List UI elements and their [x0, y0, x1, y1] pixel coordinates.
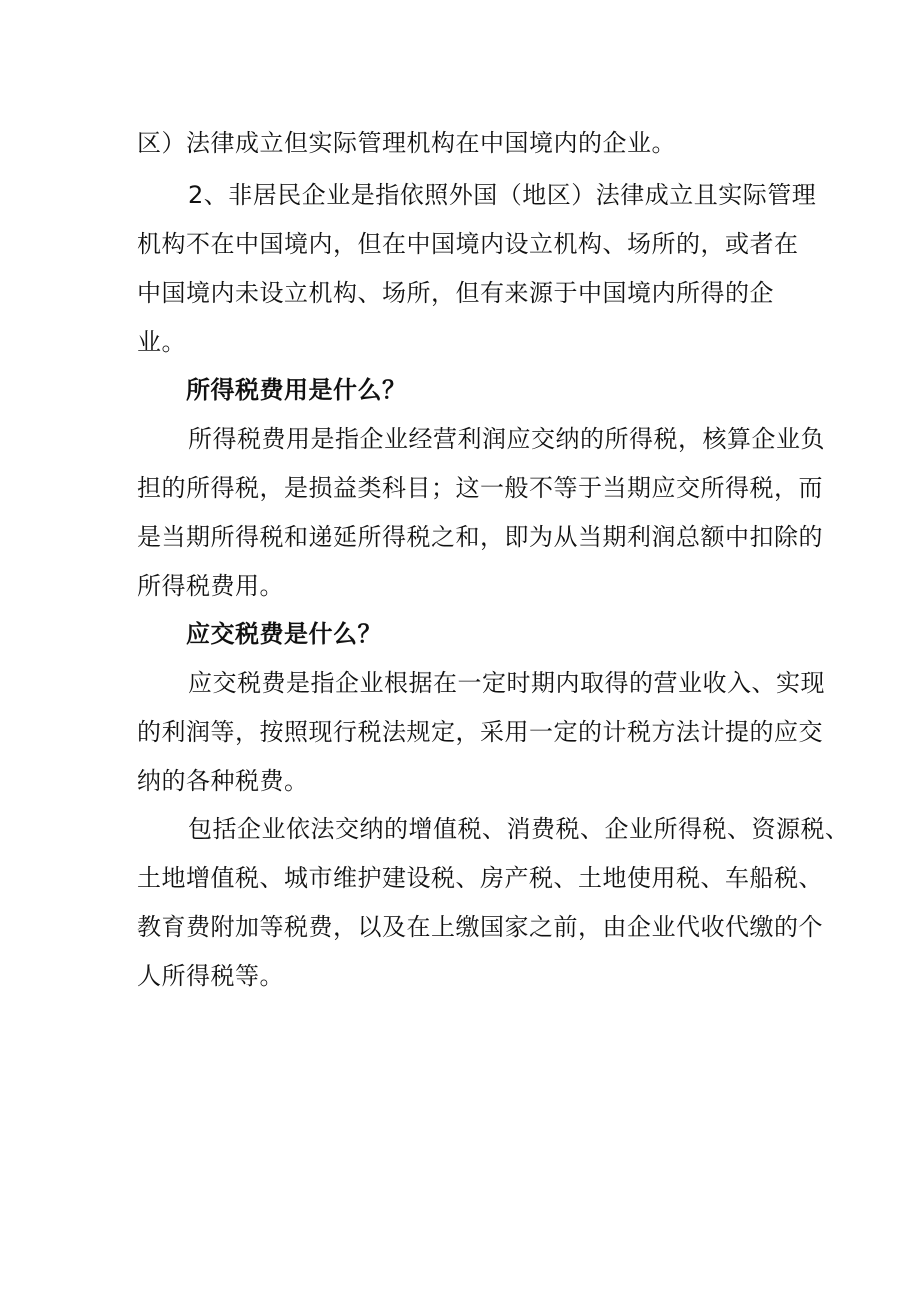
- text-line: 包括企业依法交纳的增值税、消费税、企业所得税、资源税、: [188, 815, 850, 843]
- section-heading: 所得税费用是什么？: [186, 376, 407, 404]
- text-line: 土地增值税、城市维护建设税、房产税、土地使用税、车船税、: [137, 864, 823, 892]
- text-line: 的利润等，按照现行税法规定，采用一定的计税方法计提的应交: [137, 718, 823, 746]
- text-line: 区）法律成立但实际管理机构在中国境内的企业。: [137, 129, 676, 157]
- text-line: 业。: [137, 328, 186, 356]
- text-line: 机构不在中国境内，但在中国境内设立机构、场所的，或者在: [137, 230, 799, 258]
- text-line: 纳的各种税费。: [137, 767, 309, 795]
- text-line: 人所得税等。: [137, 962, 284, 990]
- text-line: 中国境内未设立机构、场所，但有来源于中国境内所得的企: [137, 279, 774, 307]
- text-line: 担的所得税，是损益类科目；这一般不等于当期应交所得税，而: [137, 474, 823, 502]
- text-line: 教育费附加等税费，以及在上缴国家之前，由企业代收代缴的个: [137, 913, 823, 941]
- text-line: 应交税费是指企业根据在一定时期内取得的营业收入、实现: [188, 669, 825, 697]
- section-heading: 应交税费是什么？: [186, 620, 382, 648]
- text-line: 2、非居民企业是指依照外国（地区）法律成立且实际管理: [188, 181, 817, 209]
- text-line: 所得税费用是指企业经营利润应交纳的所得税，核算企业负: [188, 425, 825, 453]
- text-line: 所得税费用。: [137, 572, 284, 600]
- text-line: 是当期所得税和递延所得税之和，即为从当期利润总额中扣除的: [137, 523, 823, 551]
